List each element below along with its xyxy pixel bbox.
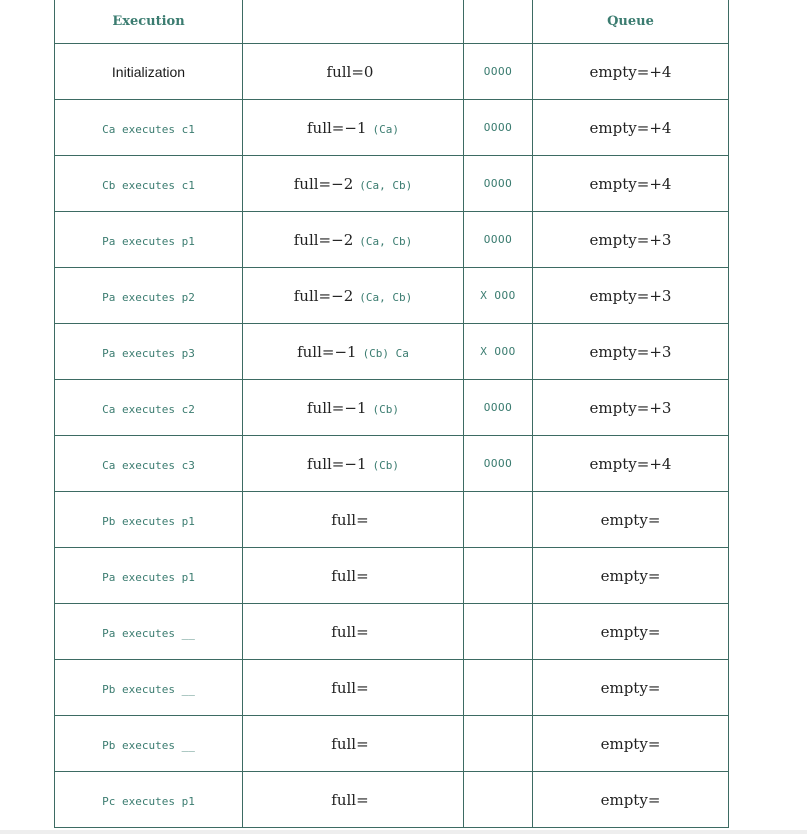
full-cell bbox=[243, 492, 464, 548]
execution-cell bbox=[55, 268, 243, 324]
execution-cell bbox=[55, 548, 243, 604]
full-value: full= bbox=[331, 735, 369, 753]
table-row bbox=[55, 436, 729, 492]
slots-cell: OOOO bbox=[464, 436, 533, 492]
full-cell bbox=[243, 44, 464, 100]
full-cell bbox=[243, 156, 464, 212]
table-row bbox=[55, 156, 729, 212]
execution-label: Ca executes c3 bbox=[102, 459, 195, 472]
waiting-note: (Ca, Cb) bbox=[359, 179, 413, 192]
slots-cell: OOOO bbox=[464, 100, 533, 156]
empty-cell bbox=[533, 100, 729, 156]
empty-cell bbox=[533, 212, 729, 268]
empty-cell bbox=[533, 772, 729, 828]
full-cell bbox=[243, 548, 464, 604]
full-value: full=0 bbox=[326, 63, 374, 81]
full-cell bbox=[243, 268, 464, 324]
empty-value: empty=+3 bbox=[589, 231, 672, 249]
execution-cell bbox=[55, 492, 243, 548]
empty-cell bbox=[533, 380, 729, 436]
execution-label: Pb executes __ bbox=[102, 683, 195, 696]
full-cell bbox=[243, 324, 464, 380]
execution-cell bbox=[55, 44, 243, 100]
full-value: full= bbox=[331, 791, 369, 809]
full-cell bbox=[243, 660, 464, 716]
execution-cell bbox=[55, 100, 243, 156]
full-cell bbox=[243, 100, 464, 156]
slots-cell: OOOO bbox=[464, 212, 533, 268]
full-cell bbox=[243, 212, 464, 268]
empty-value: empty= bbox=[600, 791, 661, 809]
empty-cell bbox=[533, 436, 729, 492]
full-value: full=−1 bbox=[307, 119, 367, 137]
waiting-note: (Cb) bbox=[372, 403, 399, 416]
table-row bbox=[55, 212, 729, 268]
header-row bbox=[55, 0, 729, 44]
empty-value: empty=+4 bbox=[589, 119, 672, 137]
table-row bbox=[55, 44, 729, 100]
execution-label: Ca executes c1 bbox=[102, 123, 195, 136]
slots-cell: OOOO bbox=[464, 156, 533, 212]
empty-value: empty= bbox=[600, 567, 661, 585]
full-value: full=−2 bbox=[293, 175, 354, 193]
slots-cell bbox=[464, 604, 533, 660]
execution-label: Pb executes p1 bbox=[102, 515, 195, 528]
empty-value: empty= bbox=[600, 511, 661, 529]
empty-value: empty=+3 bbox=[589, 287, 672, 305]
waiting-note: (Cb) Ca bbox=[362, 347, 409, 360]
empty-value: empty=+3 bbox=[589, 399, 672, 417]
full-value: full=−1 bbox=[307, 455, 367, 473]
full-value: full=−1 bbox=[307, 399, 367, 417]
execution-cell bbox=[55, 212, 243, 268]
slots-cell: OOOO bbox=[464, 380, 533, 436]
empty-value: empty= bbox=[600, 679, 661, 697]
empty-cell bbox=[533, 324, 729, 380]
full-cell bbox=[243, 772, 464, 828]
header-slots bbox=[464, 0, 533, 44]
header-full bbox=[243, 0, 464, 44]
header-execution: Execution bbox=[55, 0, 243, 44]
full-value: full=−1 bbox=[297, 343, 357, 361]
slots-cell bbox=[464, 548, 533, 604]
execution-cell bbox=[55, 324, 243, 380]
empty-value: empty= bbox=[600, 735, 661, 753]
full-cell bbox=[243, 380, 464, 436]
execution-label: Ca executes c2 bbox=[102, 403, 195, 416]
slots-cell bbox=[464, 772, 533, 828]
execution-cell bbox=[55, 380, 243, 436]
slots-cell bbox=[464, 660, 533, 716]
waiting-note: (Cb) bbox=[372, 459, 399, 472]
waiting-note: (Ca) bbox=[372, 123, 399, 136]
execution-label: Pa executes p1 bbox=[102, 235, 195, 248]
execution-label: Cb executes c1 bbox=[102, 179, 195, 192]
page-bottom-edge bbox=[0, 830, 807, 834]
header-queue: Queue bbox=[533, 0, 729, 44]
empty-cell bbox=[533, 548, 729, 604]
empty-cell bbox=[533, 492, 729, 548]
execution-label: Pa executes p2 bbox=[102, 291, 195, 304]
schedule-table bbox=[54, 0, 729, 828]
full-cell bbox=[243, 436, 464, 492]
full-value: full=−2 bbox=[293, 231, 354, 249]
empty-value: empty=+4 bbox=[589, 455, 672, 473]
full-value: full= bbox=[331, 511, 369, 529]
full-value: full= bbox=[331, 623, 369, 641]
slots-cell: X OOO bbox=[464, 268, 533, 324]
full-value: full= bbox=[331, 679, 369, 697]
table-row bbox=[55, 604, 729, 660]
table-row bbox=[55, 268, 729, 324]
execution-cell bbox=[55, 156, 243, 212]
empty-value: empty= bbox=[600, 623, 661, 641]
execution-cell bbox=[55, 716, 243, 772]
full-cell bbox=[243, 604, 464, 660]
table-row bbox=[55, 660, 729, 716]
table-row bbox=[55, 772, 729, 828]
execution-label: Pa executes __ bbox=[102, 627, 195, 640]
empty-cell bbox=[533, 44, 729, 100]
full-value: full= bbox=[331, 567, 369, 585]
table-row bbox=[55, 380, 729, 436]
empty-value: empty=+3 bbox=[589, 343, 672, 361]
empty-value: empty=+4 bbox=[589, 175, 672, 193]
execution-label: Pc executes p1 bbox=[102, 795, 195, 808]
full-cell bbox=[243, 716, 464, 772]
table-row bbox=[55, 492, 729, 548]
execution-cell bbox=[55, 660, 243, 716]
execution-label: Pa executes p1 bbox=[102, 571, 195, 584]
waiting-note: (Ca, Cb) bbox=[359, 291, 413, 304]
full-value: full=−2 bbox=[293, 287, 354, 305]
execution-label: Pa executes p3 bbox=[102, 347, 195, 360]
execution-cell bbox=[55, 772, 243, 828]
empty-cell bbox=[533, 604, 729, 660]
slots-cell: X OOO bbox=[464, 324, 533, 380]
empty-cell bbox=[533, 268, 729, 324]
waiting-note: (Ca, Cb) bbox=[359, 235, 413, 248]
empty-cell bbox=[533, 156, 729, 212]
slots-cell bbox=[464, 492, 533, 548]
execution-cell bbox=[55, 436, 243, 492]
table-row bbox=[55, 716, 729, 772]
empty-cell bbox=[533, 660, 729, 716]
execution-label: Pb executes __ bbox=[102, 739, 195, 752]
empty-value: empty=+4 bbox=[589, 63, 672, 81]
slots-cell: OOOO bbox=[464, 44, 533, 100]
slots-cell bbox=[464, 716, 533, 772]
empty-cell bbox=[533, 716, 729, 772]
execution-label: Initialization bbox=[111, 64, 186, 80]
table-row bbox=[55, 100, 729, 156]
table-row bbox=[55, 324, 729, 380]
table-row bbox=[55, 548, 729, 604]
execution-cell bbox=[55, 604, 243, 660]
